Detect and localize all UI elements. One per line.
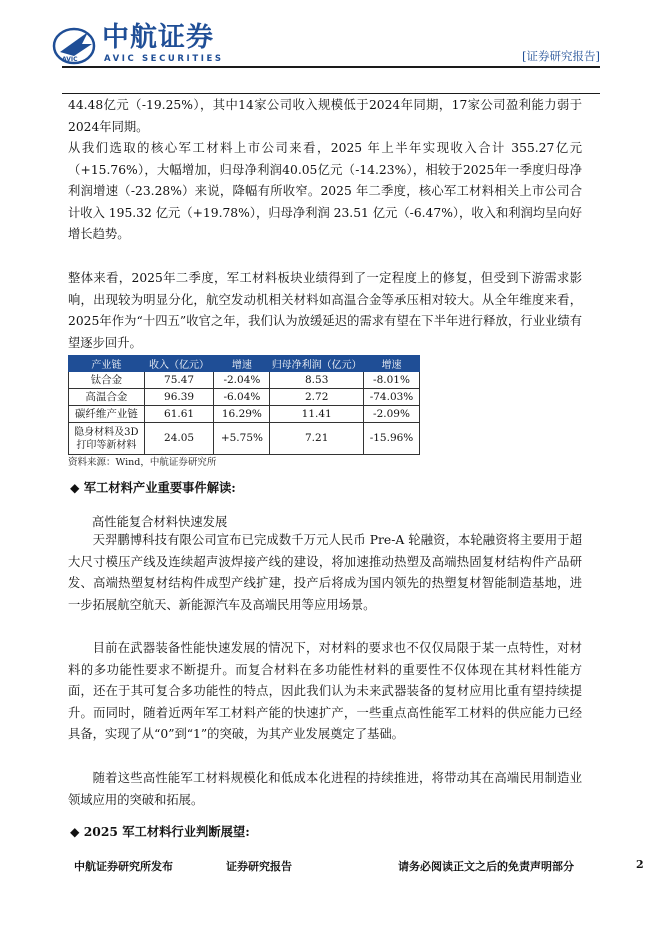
avic-plane-icon [52,22,96,66]
cell-chain: 钛合金 [69,372,145,389]
cell-profit: 11.41 [270,406,364,423]
header-chain: 产业链 [69,356,145,372]
cell-revenue: 96.39 [144,389,214,406]
cell-profit-growth: -8.01% [364,372,420,389]
logo-wordmark-en: AVIC SECURITIES [104,54,224,64]
table-row [69,406,420,423]
event-paragraph-2: 目前在武器装备性能快速发展的情况下，对材料的要求也不仅仅局限于某一点特性，对材料的多功能性要求不断提升。而复合材料在多功能性材料的重要性不仅体现在其材料性能方面，还在于其可复合多功能性的特点，因此我们认为未来武器装备的复材应用比重有望持续提升。而同时，随着近两年军工材料产能的快速扩产，一些重点高性能军工材料的供应能力已经具备，实现了从“0”到“1”的突破，为其产业发展奠定了基础。 [68,641,582,742]
section-heading-events: ◆ 军工材料产业重要事件解读: [70,480,236,495]
page-number: 2 [636,858,644,871]
cell-revenue: 75.47 [144,372,214,389]
cell-chain: 高温合金 [69,389,145,406]
cell-revenue-growth: +5.75% [214,423,270,455]
cell-revenue: 61.61 [144,406,214,423]
svg-text:AVIC: AVIC [62,56,78,63]
table-row [69,372,420,389]
cell-revenue: 24.05 [144,423,214,455]
cell-chain: 隐身材料及3D打印等新材料 [69,423,145,455]
cell-revenue-growth: -2.04% [214,372,270,389]
page-header [0,0,662,95]
report-type-tag: [证券研究报告] [522,49,600,63]
avic-logo [52,22,232,66]
industry-performance-table [68,355,420,455]
cell-profit: 7.21 [270,423,364,455]
cell-revenue-growth: -6.04% [214,389,270,406]
table-header-row [69,356,420,372]
header-rule-thin [62,93,600,94]
footer-report-type: 证券研究报告 [226,860,292,873]
body-paragraph-2: 从我们选取的核心军工材料上市公司来看，2025 年上半年实现收入合计 355.27亿元（+15.76%），大幅增加，归母净利润40.05亿元（-14.23%），相较于2025年一季度归母净利润增速（-23.28%）来说，降幅有所收窄。2025 年二季度，核心军工材料相关上市公司合计收入 195.32 亿元（+19.78%），归母净利润 23.51 亿元（-6.47%），收入和利润均呈向好增长趋势。 [68,141,582,242]
section-heading-outlook: ◆ 2025 军工材料行业判断展望: [70,824,250,839]
cell-profit-growth: -74.03% [364,389,420,406]
table-source-note: 资料来源：Wind，中航证券研究所 [68,457,217,468]
header-profit: 归母净利润（亿元） [270,356,364,372]
cell-profit-growth: -2.09% [364,406,420,423]
cell-profit: 8.53 [270,372,364,389]
body-paragraph-3: 整体来看，2025年二季度，军工材料板块业绩得到了一定程度上的修复，但受到下游需求影响，出现较为明显分化，航空发动机相关材料如高温合金等承压相对较大。从全年维度来看，2025年作为“十四五”收官之年，我们认为放缓延迟的需求有望在下半年进行释放，行业业绩有望逐步回升。 [68,271,582,350]
event-paragraph-1: 天羿鹏博科技有限公司宣布已完成数千万元人民币 Pre-A 轮融资，本轮融资将主要用于超大尺寸模压产线及连续超声波焊接产线的建设，将加速推动热塑及高端热固复材结构件产品研发、高端热塑复材结构件成型产线扩建，投产后将成为国内领先的热塑复材智能制造基地，进一步拓展航空航天、新能源汽车及高端民用等应用场景。 [68,533,582,612]
body-paragraph-1: 44.48亿元（-19.25%），其中14家公司收入规模低于2024年同期，17家公司盈利能力弱于2024年同期。 [68,98,582,134]
cell-chain: 碳纤维产业链 [69,406,145,423]
header-rule [62,66,600,68]
header-revenue: 收入（亿元） [144,356,214,372]
header-profit-growth: 增速 [364,356,420,372]
subheading-composites: 高性能复合材料快速发展 [92,515,228,529]
footer-disclaimer: 请务必阅读正文之后的免责声明部分 [398,860,574,873]
cell-profit: 2.72 [270,389,364,406]
table-row [69,389,420,406]
logo-wordmark-cn: 中航证券 [102,22,214,53]
header-revenue-growth: 增速 [214,356,270,372]
cell-revenue-growth: 16.29% [214,406,270,423]
event-paragraph-3: 随着这些高性能军工材料规模化和低成本化进程的持续推进，将带动其在高端民用制造业领域应用的突破和拓展。 [68,771,582,807]
cell-profit-growth: -15.96% [364,423,420,455]
table-row [69,423,420,455]
footer-publisher: 中航证券研究所发布 [74,860,173,873]
